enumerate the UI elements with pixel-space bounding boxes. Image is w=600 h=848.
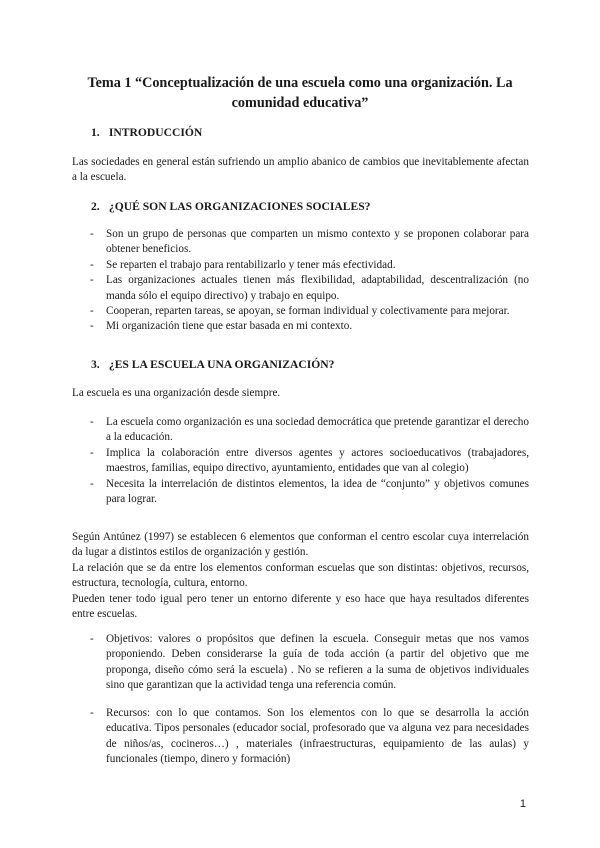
section-1-number: 1. [91, 126, 100, 139]
list-item: - Implica la colaboración entre diversos agentes y actores socioeducativos (trabajadores, maestros, familias, equipo directivo, ayuntamiento, entidades que van al colegio) [72, 446, 529, 477]
title-line-2: comunidad educativa” [231, 95, 369, 111]
section-2-number: 2. [91, 200, 100, 213]
section-2-heading [91, 200, 370, 213]
list-item: - La escuela como organización es una sociedad democrática que pretende garantizar el derecho a la educación. [72, 415, 529, 446]
list-item: - Son un grupo de personas que comparten un mismo contexto y se proponen colaborar para obtener beneficios. [72, 227, 529, 258]
title-line-1: Tema 1 “Conceptualización de una escuela como una organización. La [87, 75, 513, 91]
relation-paragraph: La relación que se da entre los elementos conforman escuelas que son distintas: objetivos, recursos, estructura, tecnología, cultura, entorno. [72, 562, 529, 590]
list-item: - Necesita la interrelación de distintos elementos, la idea de “conjunto” y objetivos comunes para lograr. [72, 477, 529, 508]
list-item: - Se reparten el trabajo para rentabilizarlo y tener más efectividad. [72, 258, 529, 273]
section-3-number: 3. [91, 358, 100, 371]
list-item: - Cooperan, reparten tareas, se apoyan, se forman individual y colectivamente para mejorar. [72, 304, 529, 319]
antunez-paragraph: Según Antúnez (1997) se establecen 6 elementos que conforman el centro escolar cuya interrelación da lugar a distintos estilos de organización y gestión. [72, 531, 529, 559]
section-1-title: INTRODUCCIÓN [108, 126, 203, 139]
list-item: - Objetivos: valores o propósitos que definen la escuela. Conseguir metas que nos vamos proponiendo. Deben considerarse la guía de toda acción (a partir del objetivo que me proponga, diseño cómo será la escuela) . No se refieren a la suma de objetivos individuales sino que garantizan que la actividad tenga una referencia común. [72, 632, 529, 694]
elements-list-objectives [72, 632, 529, 694]
section-3-list [72, 415, 529, 507]
document-title [60, 73, 540, 113]
section-3-title: ¿ES LA ESCUELA UNA ORGANIZACIÓN? [108, 358, 335, 371]
page-number: 1 [519, 798, 526, 810]
section-3-heading [91, 358, 334, 371]
elements-list-resources [72, 706, 529, 768]
section-2-list [72, 227, 529, 335]
environment-paragraph: Pueden tener todo igual pero tener un entorno diferente y eso hace que haya resultados diferentes entre escuelas. [72, 593, 529, 621]
list-item: - Las organizaciones actuales tienen más flexibilidad, adaptabilidad, descentralización (no manda sólo el equipo directivo) y trabajo en equipo. [72, 273, 529, 304]
list-item: - Recursos: con lo que contamos. Son los elementos con lo que se desarrolla la acción educativa. Tipos personales (educador social, profesorado que va alguna vez para necesidades de niños/as, cocineros…) , materiales (infraestructuras, equipamiento de las aulas) y funcionales (tiempo, dinero y formación) [72, 706, 529, 768]
section-1-intro: Las sociedades en general están sufriendo un amplio abanico de cambios que inevitablemente afectan a la escuela. [72, 156, 529, 184]
section-2-title: ¿QUÉ SON LAS ORGANIZACIONES SOCIALES? [108, 200, 371, 213]
list-item: - Mi organización tiene que estar basada en mi contexto. [72, 319, 529, 334]
section-1-heading [91, 126, 202, 139]
section-3-intro: La escuela es una organización desde siempre. [72, 387, 281, 399]
